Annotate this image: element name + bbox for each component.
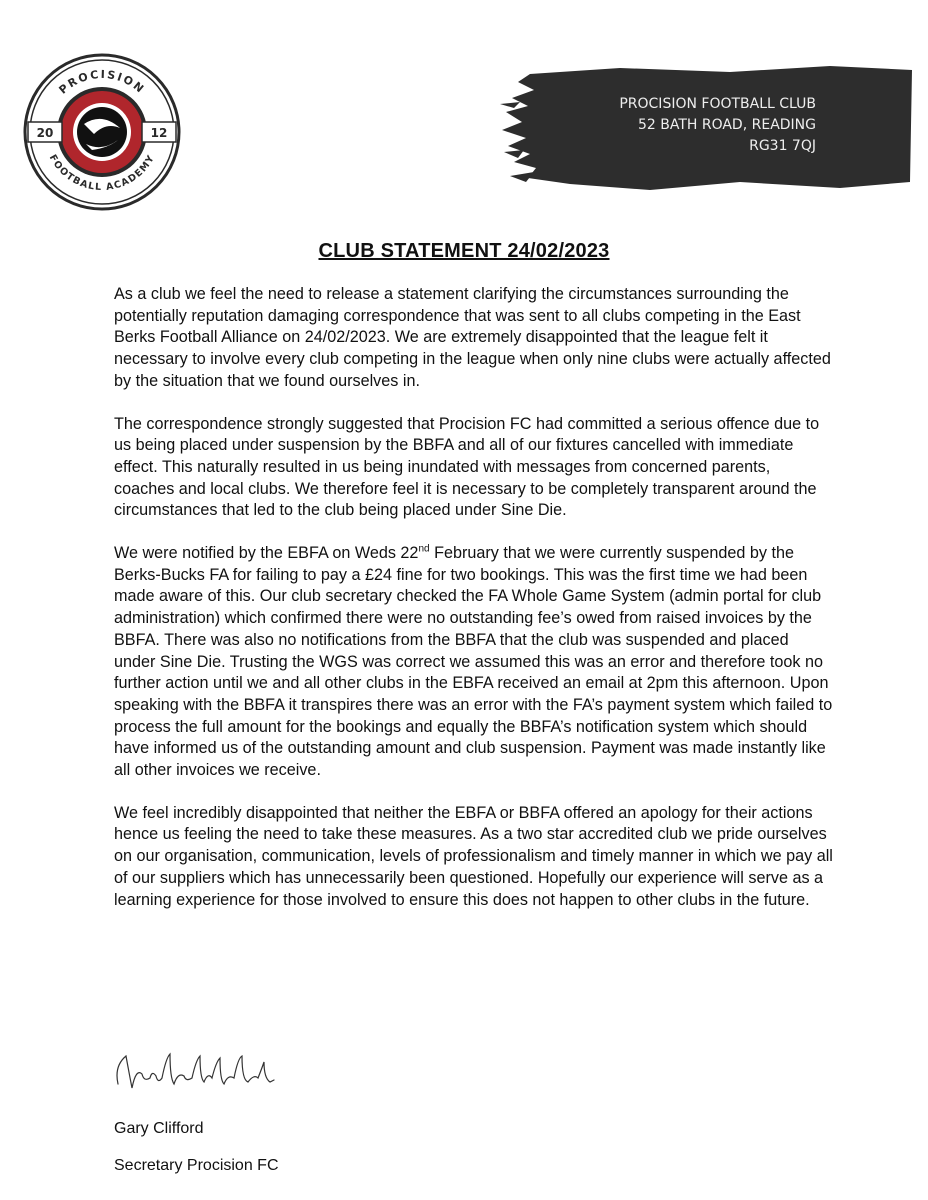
handwritten-signature bbox=[112, 1048, 282, 1096]
crest-year-left: 20 bbox=[36, 126, 54, 140]
paragraph-1: As a club we feel the need to release a statement clarifying the circumstances surrounding the potentially reputation damaging correspondence that was sent to all clubs competing in the East Berks Football Alliance on 24/02/2023. We are extremely disappointed that the league felt it necessary to involve every club competing in the league when only nine clubs were actually affected by the situation that we found ourselves in. bbox=[114, 285, 831, 390]
statement-title: CLUB STATEMENT 24/02/2023 bbox=[318, 240, 610, 262]
header-address: 52 BATH ROAD, READING bbox=[637, 117, 816, 133]
ordinal-suffix: nd bbox=[418, 543, 430, 555]
paragraph-2: The correspondence strongly suggested that Procision FC had committed a serious offence due to us being placed under suspension by the BBFA and all of our fixtures cancelled with immediate effect. This naturally resulted in us being inundated with messages from concerned parents, coaches and local clubs. We therefore feel it is necessary to be completely transparent around the circumstances that led to the club being placed under Sine Die. bbox=[114, 414, 820, 520]
crest-bottom-text: FOOTBALL ACADEMY bbox=[46, 152, 158, 194]
paragraph-4: We feel incredibly disappointed that neither the EBFA or BBFA offered an apology for their actions hence us feeling the need to take these measures. As a two star accredited club we pride ourselves on our organisation, communication, levels of professionalism and timely manner in which we pay all of our suppliers which has unnecessarily been questioned. Hopefully our experience will serve as a learning experience for those involved to ensure this does not happen to other clubs in the future. bbox=[114, 803, 833, 909]
crest-top-text: PROCISION bbox=[56, 67, 148, 97]
football-icon bbox=[77, 107, 127, 157]
header-club-name: PROCISION FOOTBALL CLUB bbox=[619, 96, 816, 112]
paragraph-3: We were notified by the EBFA on Weds 22nd February that we were currently suspended by the Berks-Bucks FA for failing to pay a £24 fine for two bookings. This was the first time we had been made aware of this. Our club secretary checked the FA Whole Game System (admin portal for club administration) which confirmed there were no outstanding fee’s owed from raised invoices by the BBFA. There was also no notifications from the BBFA that the club was suspended and placed under Sine Die. Trusting the WGS was correct we assumed this was an error and therefore took no further action until we and all other clubs in the EBFA received an email at 2pm this afternoon. Upon speaking with the BBFA it transpires there was an error with the FA’s payment system which failed to process the full amount for the bookings and equally the BBFA’s notification system which should have informed us of the outstanding amount and club suspension. Payment was made instantly like all other invoices we receive. bbox=[114, 543, 833, 780]
signer-name: Gary Clifford bbox=[114, 1120, 204, 1137]
header-banner bbox=[500, 64, 912, 192]
statement-body bbox=[114, 284, 834, 932]
header-postcode: RG31 7QJ bbox=[749, 138, 816, 154]
signer-role: Secretary Procision FC bbox=[114, 1157, 279, 1174]
club-crest-logo bbox=[22, 52, 182, 212]
crest-year-right: 12 bbox=[150, 126, 168, 140]
